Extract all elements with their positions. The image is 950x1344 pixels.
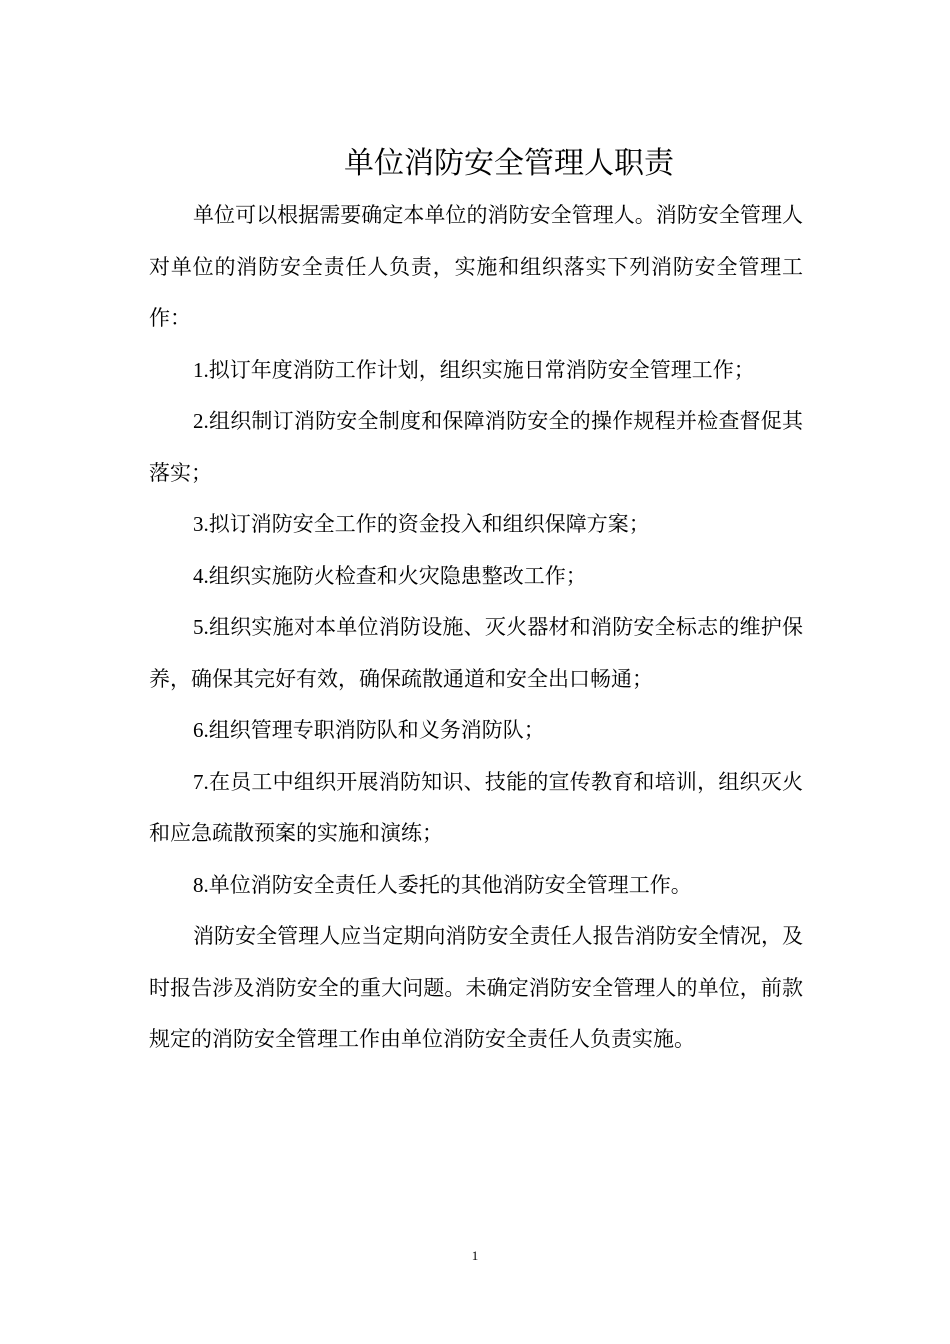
duty-item-text: 组织制订消防安全制度和保障消防安全的操作规程并检查督促其落实； — [149, 409, 803, 485]
duty-item-2 — [149, 396, 803, 499]
duty-item-number: 6. — [193, 718, 209, 742]
closing-paragraph: 消防安全管理人应当定期向消防安全责任人报告消防安全情况，及时报告涉及消防安全的重大问题。未确定消防安全管理人的单位，前款规定的消防安全管理工作由单位消防安全责任人负责实施。 — [149, 924, 803, 1051]
duty-item-text: 组织管理专职消防队和义务消防队； — [208, 718, 545, 742]
duty-item-3 — [149, 499, 803, 551]
duty-item-text: 在员工中组织开展消防知识、技能的宣传教育和培训，组织灭火和应急疏散预案的实施和演练； — [149, 769, 803, 845]
page-number: 1 — [471, 1248, 479, 1263]
duty-item-number: 5. — [193, 615, 209, 639]
duty-item-7 — [149, 757, 803, 860]
duty-item-1 — [149, 345, 803, 397]
intro-paragraph: 单位可以根据需要确定本单位的消防安全管理人。消防安全管理人对单位的消防安全责任人负责，实施和组织落实下列消防安全管理工作： — [149, 203, 803, 330]
duty-item-number: 8. — [193, 872, 209, 897]
duty-item-text: 拟订消防安全工作的资金投入和组织保障方案； — [208, 512, 650, 536]
document-body — [149, 190, 803, 1066]
duty-item-number: 1. — [193, 357, 209, 382]
duty-item-text: 单位消防安全责任人委托的其他消防安全管理工作。 — [208, 872, 692, 897]
duty-item-8 — [149, 860, 803, 912]
document-title: 单位消防安全管理人职责 — [344, 146, 674, 182]
duty-item-5 — [149, 602, 803, 705]
duty-item-number: 4. — [193, 563, 209, 588]
duty-item-number: 3. — [193, 512, 209, 536]
duty-item-text: 组织实施防火检查和火灾隐患整改工作； — [208, 563, 587, 588]
duty-item-number: 2. — [193, 409, 209, 433]
duty-item-number: 7. — [193, 769, 209, 794]
duty-item-text: 组织实施对本单位消防设施、灭火器材和消防安全标志的维护保养，确保其完好有效，确保疏散通道和安全出口畅通； — [149, 615, 803, 691]
duty-item-text: 拟订年度消防工作计划，组织实施日常消防安全管理工作； — [208, 357, 755, 382]
duty-item-4 — [149, 551, 803, 603]
duty-item-6 — [149, 705, 803, 757]
